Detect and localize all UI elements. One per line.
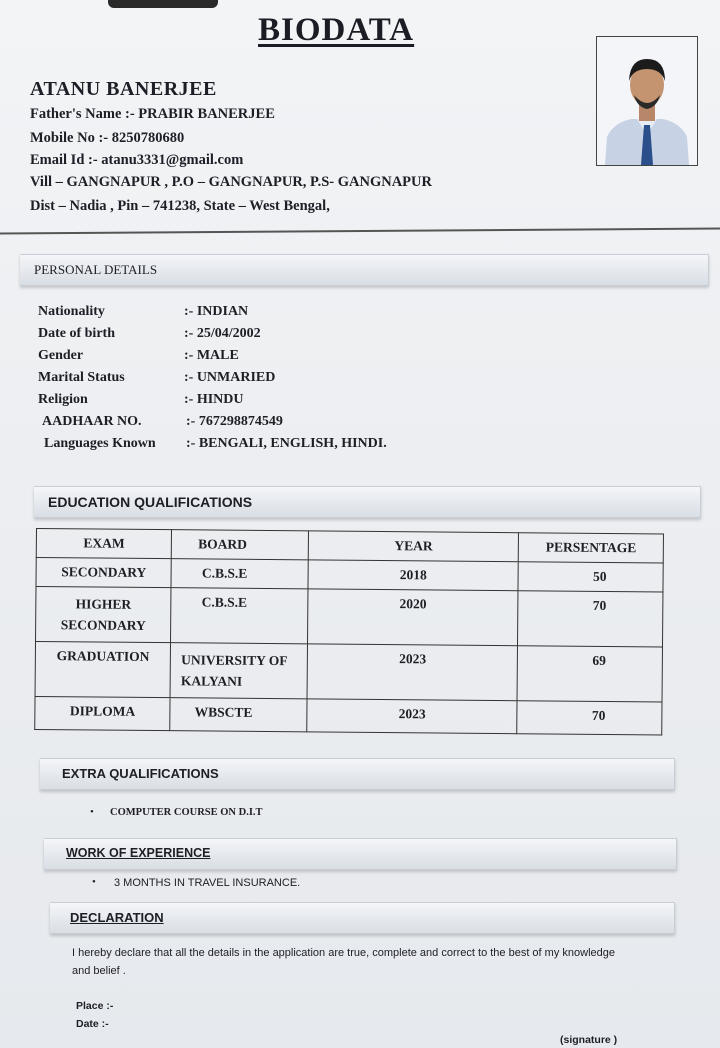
header-percentage: PERSENTAGE <box>519 533 664 563</box>
header-year: YEAR <box>308 531 519 562</box>
education-band <box>34 486 701 518</box>
board-cell: WBSCTE <box>170 698 307 732</box>
email-id: Email Id :- atanu3331@gmail.com <box>30 152 244 168</box>
nationality-label: Nationality <box>38 304 105 319</box>
nationality-value: :- INDIAN <box>184 304 249 319</box>
year-cell: 2023 <box>307 644 518 701</box>
declaration-text: I hereby declare that all the details in the application are true, complete and correct to the best of my knowledge and belief . <box>72 947 615 977</box>
work-item: 3 MONTHS IN TRAVEL INSURANCE. <box>114 877 301 889</box>
dob-value: :- 25/04/2002 <box>184 326 261 341</box>
date-label: Date :- <box>76 1018 109 1030</box>
percentage-cell: 70 <box>517 701 662 735</box>
percentage-cell: 70 <box>518 591 663 647</box>
gender-label: Gender <box>38 348 84 363</box>
exam-cell: HIGHER SECONDARY <box>36 587 172 643</box>
mobile-number: Mobile No :- 8250780680 <box>30 130 185 146</box>
languages-label: Languages Known <box>44 436 156 451</box>
exam-cell: GRADUATION <box>35 642 171 698</box>
father-name: Father's Name :- PRABIR BANERJEE <box>30 106 275 122</box>
extra-qualifications-band <box>40 758 675 790</box>
profile-photo <box>596 36 698 166</box>
religion-value: :- HINDU <box>184 392 244 407</box>
work-experience-band <box>44 838 677 870</box>
table-row <box>36 587 663 647</box>
table-row <box>35 696 662 734</box>
document-title: BIODATA <box>258 12 415 48</box>
religion-label: Religion <box>38 392 88 407</box>
personal-details-band <box>20 254 709 286</box>
year-cell: 2023 <box>307 699 518 734</box>
aadhaar-value: :- 767298874549 <box>186 414 283 429</box>
signature-label: (signature ) <box>560 1034 618 1046</box>
declaration-band <box>50 902 675 934</box>
exam-cell: SECONDARY <box>36 558 172 588</box>
bullet-icon: • <box>92 876 96 888</box>
extra-qualifications-heading: EXTRA QUALIFICATIONS <box>62 766 219 781</box>
header-divider <box>0 227 720 234</box>
place-label: Place :- <box>76 1000 114 1012</box>
education-heading: EDUCATION QUALIFICATIONS <box>48 494 253 510</box>
languages-value: :- BENGALI, ENGLISH, HINDI. <box>186 436 387 451</box>
address-line-1: Vill – GANGNAPUR , P.O – GANGNAPUR, P.S- GANGNAPUR <box>30 174 432 190</box>
header-board: BOARD <box>172 530 309 560</box>
work-experience-heading: WORK OF EXPERIENCE <box>66 846 211 860</box>
extra-item: COMPUTER COURSE ON D.I.T <box>110 807 263 818</box>
year-cell: 2018 <box>308 560 519 591</box>
board-cell: C.B.S.E <box>171 559 308 589</box>
bullet-icon: • <box>90 806 94 818</box>
education-table <box>34 528 664 735</box>
marital-status-label: Marital Status <box>38 370 125 385</box>
gender-value: :- MALE <box>184 348 239 363</box>
exam-cell: DIPLOMA <box>35 696 171 730</box>
board-cell: C.B.S.E <box>171 588 308 644</box>
declaration-heading: DECLARATION <box>70 910 164 925</box>
paper-clip <box>108 0 218 8</box>
personal-details-heading: PERSONAL DETAILS <box>34 262 158 277</box>
board-cell: UNIVERSITY OF KALYANI <box>170 643 307 699</box>
marital-status-value: :- UNMARIED <box>184 370 276 385</box>
address-line-2: Dist – Nadia , Pin – 741238, State – West Bengal, <box>30 198 330 214</box>
year-cell: 2020 <box>307 589 518 646</box>
percentage-cell: 50 <box>518 562 663 592</box>
table-row <box>35 642 662 702</box>
person-photo-icon <box>597 37 697 165</box>
dob-label: Date of birth <box>38 326 115 341</box>
percentage-cell: 69 <box>517 646 662 702</box>
aadhaar-label: AADHAAR NO. <box>42 414 142 429</box>
header-exam: EXAM <box>36 529 172 559</box>
applicant-name: ATANU BANERJEE <box>30 78 217 100</box>
